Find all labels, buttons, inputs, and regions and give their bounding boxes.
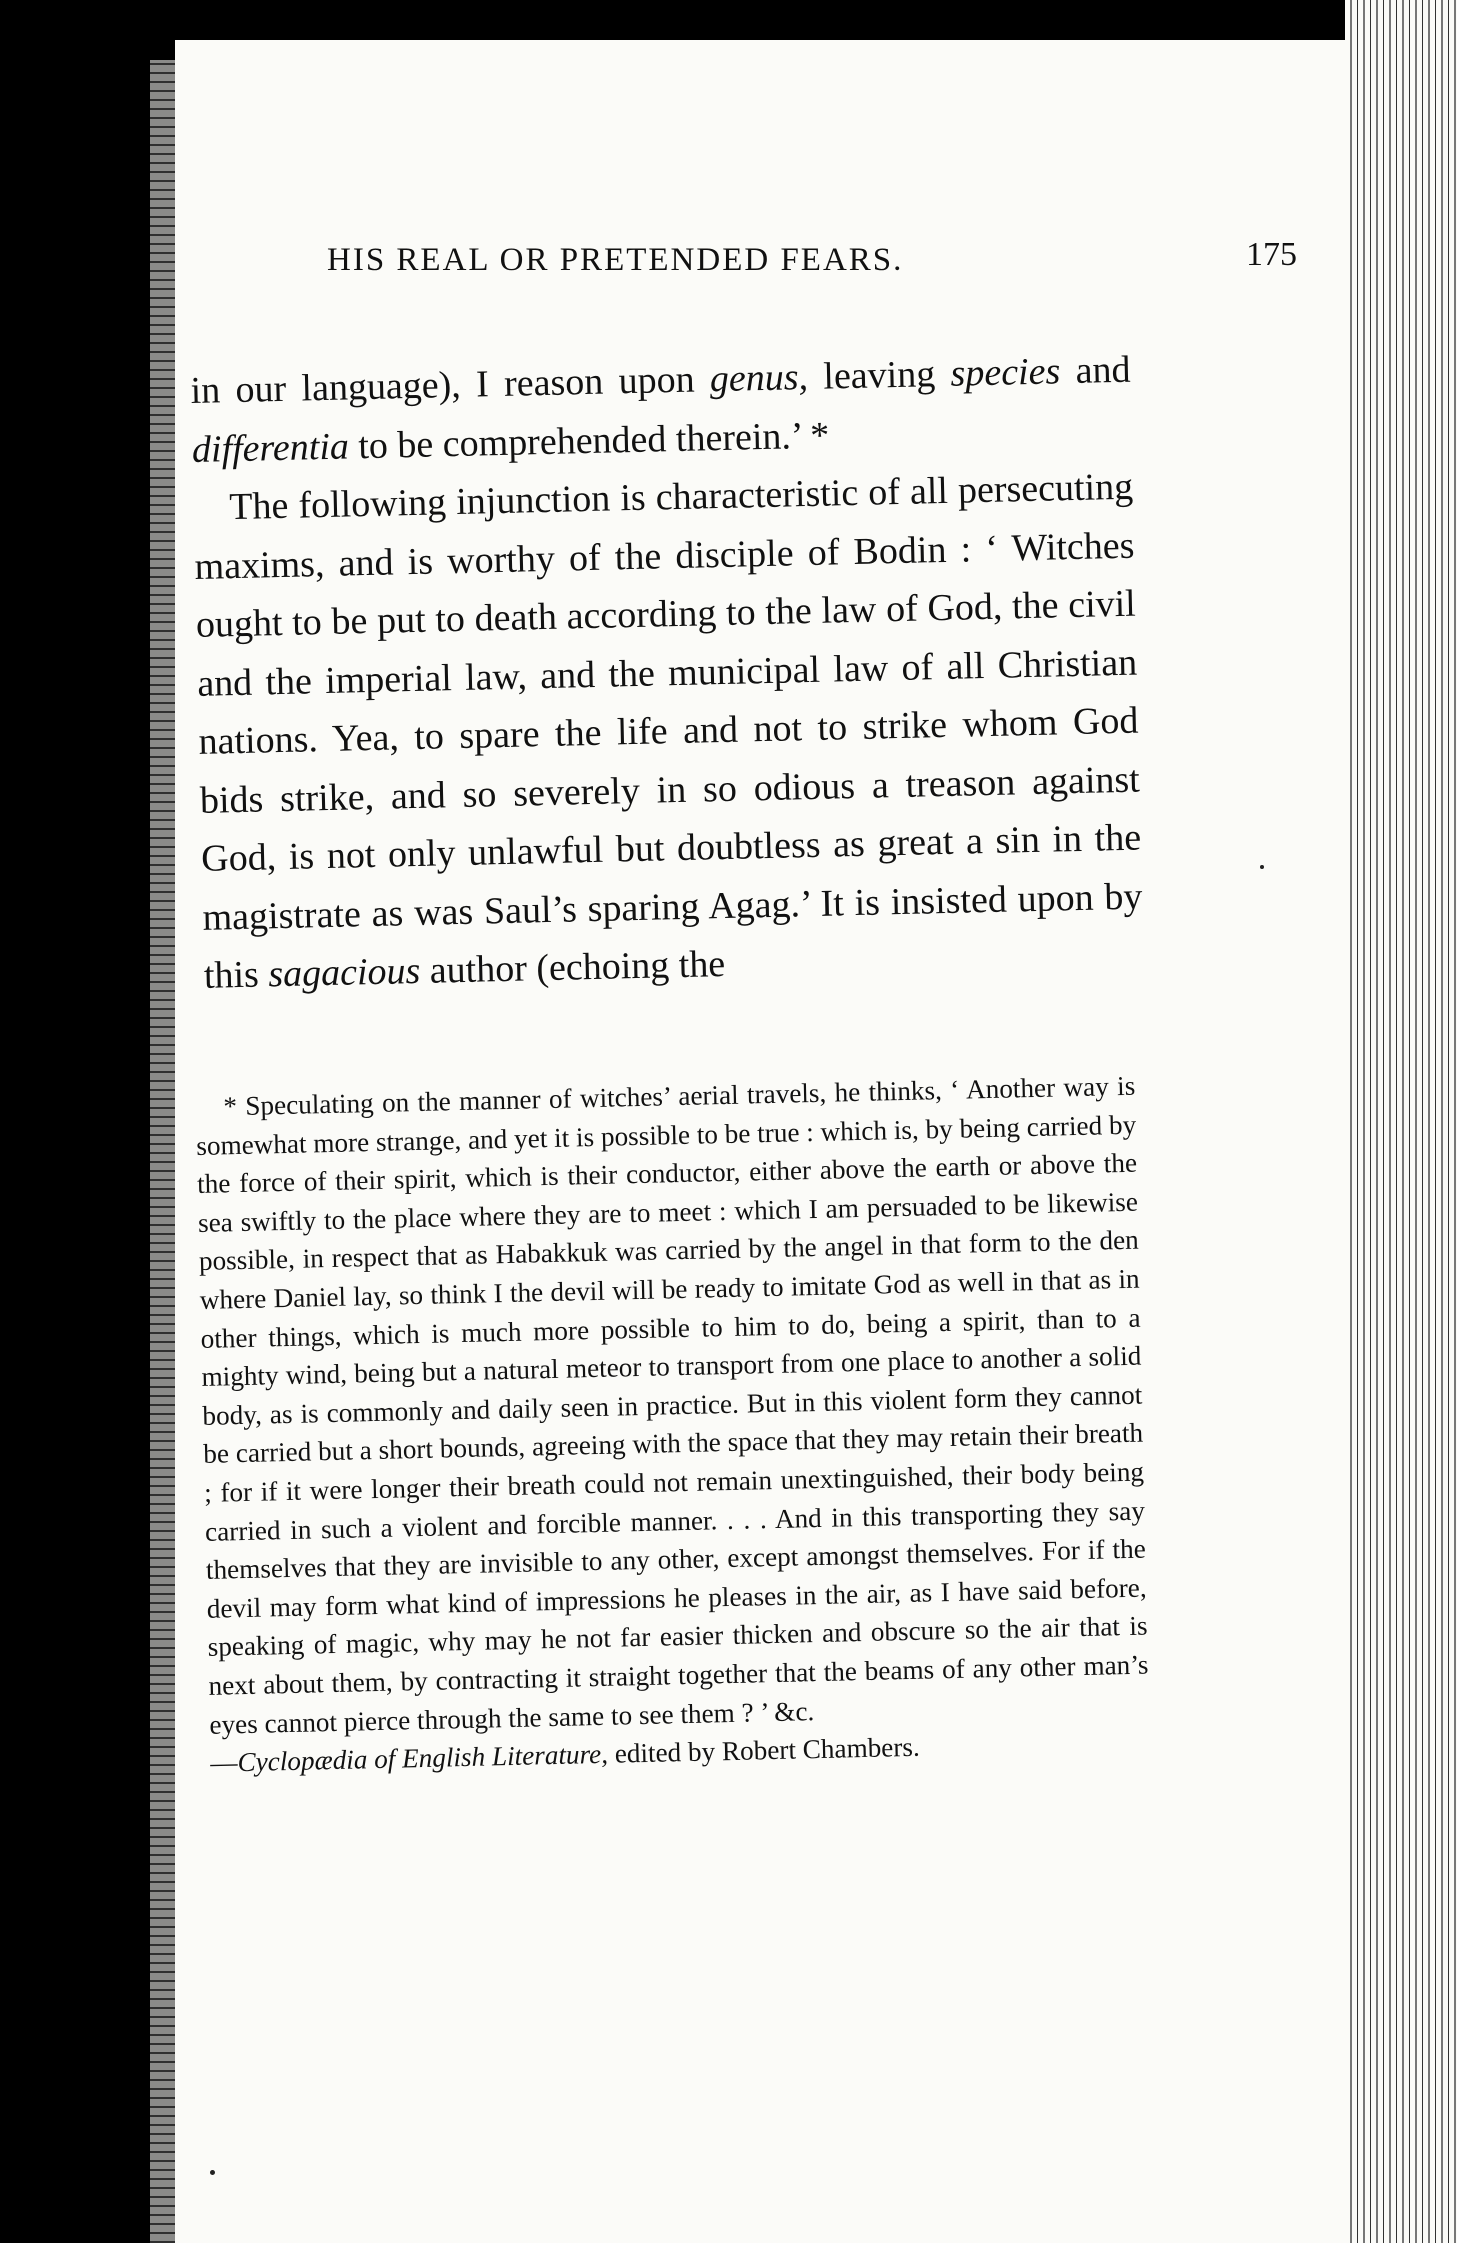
text-segment: author (echoing the	[419, 943, 726, 992]
text-segment-italic: sagacious	[267, 949, 421, 996]
citation-work: Cyclopædia of English Literature,	[237, 1738, 609, 1778]
footnote-text: * Speculating on the manner of witches’ aerial travels, he thinks, ‘ Another way is somewhat more strange, and yet it is possible to be true : which is, by being carried by the force of their spirit, which is their conductor, either above the earth or above the sea swiftly to the place where they are to meet : which I am persuaded to be likewise possible, in respect that as Habakkuk was carried by the angel in that form to the den where Daniel lay, so think I the devil will be ready to imitate God as well in that as in other things, which is much more possible to him to do, being a spirit, than to a mighty wind, being but a natural meteor to transport from one place to another a solid body, as is commonly and daily seen in practice. But in this violent form they cannot be carried but a short bounds, agreeing with the space that they may retain their breath ; for if it were longer their breath could not remain unextinguished, their body being carried in such a violent and forcible manner. . . . And in this transporting they say themselves that they are invisible to any other, except amongst themselves. For if the devil may form what kind of impressions he pleases in the air, as I have said before, speaking of magic, why may he not far easier thicken and obscure so the air that is next about them, by contracting it straight together that the beams of any other man’s eyes cannot pierce through the same to see them ? ’ &c.	[195, 1070, 1149, 1740]
print-speck	[210, 2170, 215, 2175]
text-segment: The following injunction is characteristic of all persecuting maxims, and is worthy of the disciple of Bodin : ‘ Witches ought to be put to death according to the law of God, the civil and the imperial law, and the municipal law of all Christian nations. Yea, to spare the life and not to strike whom God bids strike, and so severely in so odious a treason against God, is not only unlawful but doubtless as great a sin in the magistrate as was Saul’s sparing Agag.’ It is insisted upon by this	[194, 465, 1143, 997]
citation-editor: edited by Robert Chambers.	[607, 1731, 921, 1769]
page-number: 175	[1246, 236, 1297, 273]
paragraph-2	[193, 458, 1145, 1006]
book-page	[175, 40, 1395, 2243]
paragraph-1	[190, 341, 1132, 479]
citation-dash: —	[209, 1747, 238, 1778]
text-segment-italic: genus,	[709, 355, 809, 401]
text-segment: to be comprehended therein.’ *	[348, 414, 830, 467]
text-segment: and	[1059, 348, 1131, 393]
text-segment: leaving	[807, 352, 952, 398]
print-speck	[1260, 865, 1264, 869]
page-stack-edge	[1345, 0, 1457, 2243]
footnote	[195, 1067, 1151, 1783]
text-segment: in our language), I reason upon	[190, 358, 711, 412]
text-segment-italic: species	[950, 350, 1061, 395]
running-title: HIS REAL OR PRETENDED FEARS.	[327, 242, 904, 278]
text-segment-italic: differentia	[191, 424, 350, 471]
main-text	[190, 341, 1144, 1006]
